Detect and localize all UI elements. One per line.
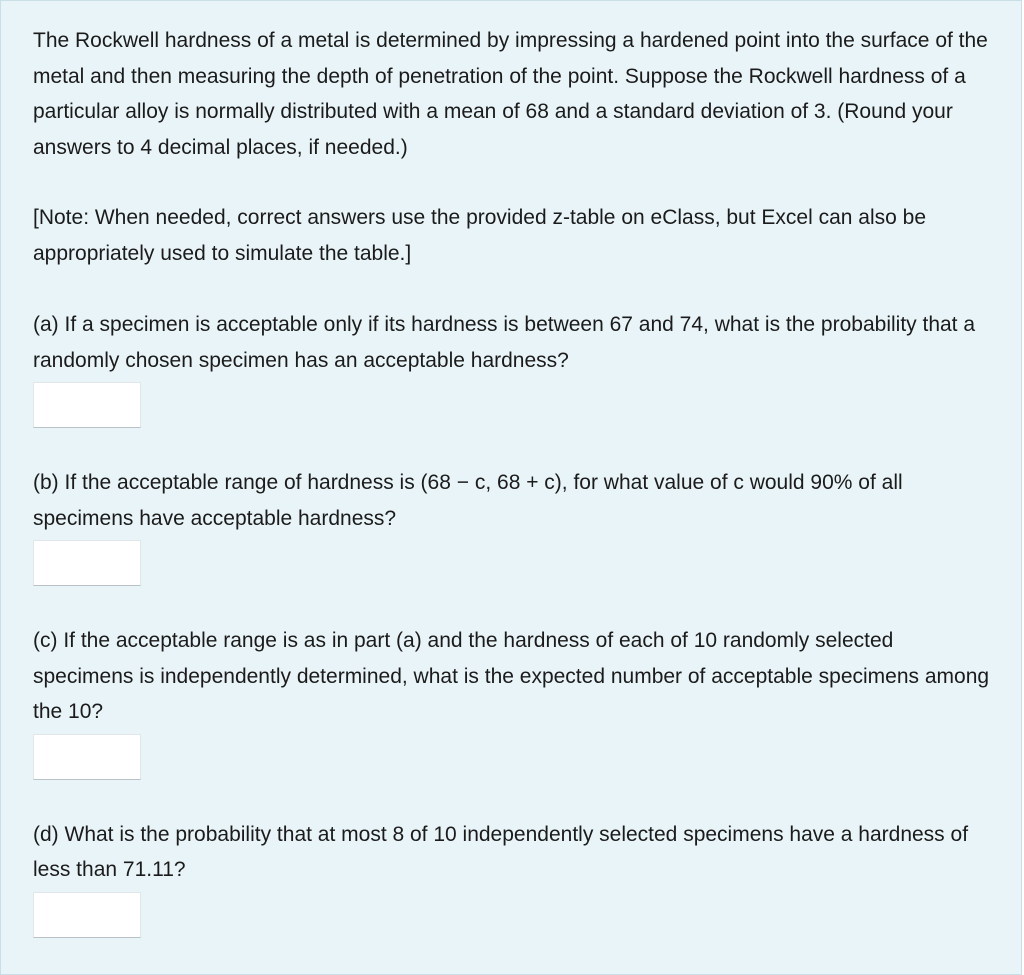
answer-a-input[interactable] xyxy=(33,382,141,428)
answer-d-input[interactable] xyxy=(33,892,141,938)
question-c-text: (c) If the acceptable range is as in part (a) and the hardness of each of 10 randomly selected specimens is independently determined, what is the expected number of acceptable specimens among the 10? xyxy=(33,629,990,723)
table-note: [Note: When needed, correct answers use the provided z-table on eClass, but Excel can also be appropriately used to simulate the table.] xyxy=(33,206,926,265)
answer-b-input[interactable] xyxy=(33,540,141,586)
problem-intro: The Rockwell hardness of a metal is determined by impressing a hardened point into the surface of the metal and then measuring the depth of penetration of the point. Suppose the Rockwell hardness of a particular alloy is normally distributed with a mean of 68 and a standard deviation of 3. (Round your answers to 4 decimal places, if needed.) xyxy=(33,29,988,159)
question-d-text: (d) What is the probability that at most 8 of 10 independently selected specimens have a hardness of less than 71.11? xyxy=(33,822,969,881)
question-b-text: (b) If the acceptable range of hardness is (68 − c, 68 + c), for what value of c would 90% of all specimens have acceptable hardness? xyxy=(33,471,903,530)
answer-c-input[interactable] xyxy=(33,734,141,780)
question-a-text: (a) If a specimen is acceptable only if its hardness is between 67 and 74, what is the probability that a randomly chosen specimen has an acceptable hardness? xyxy=(33,313,976,372)
